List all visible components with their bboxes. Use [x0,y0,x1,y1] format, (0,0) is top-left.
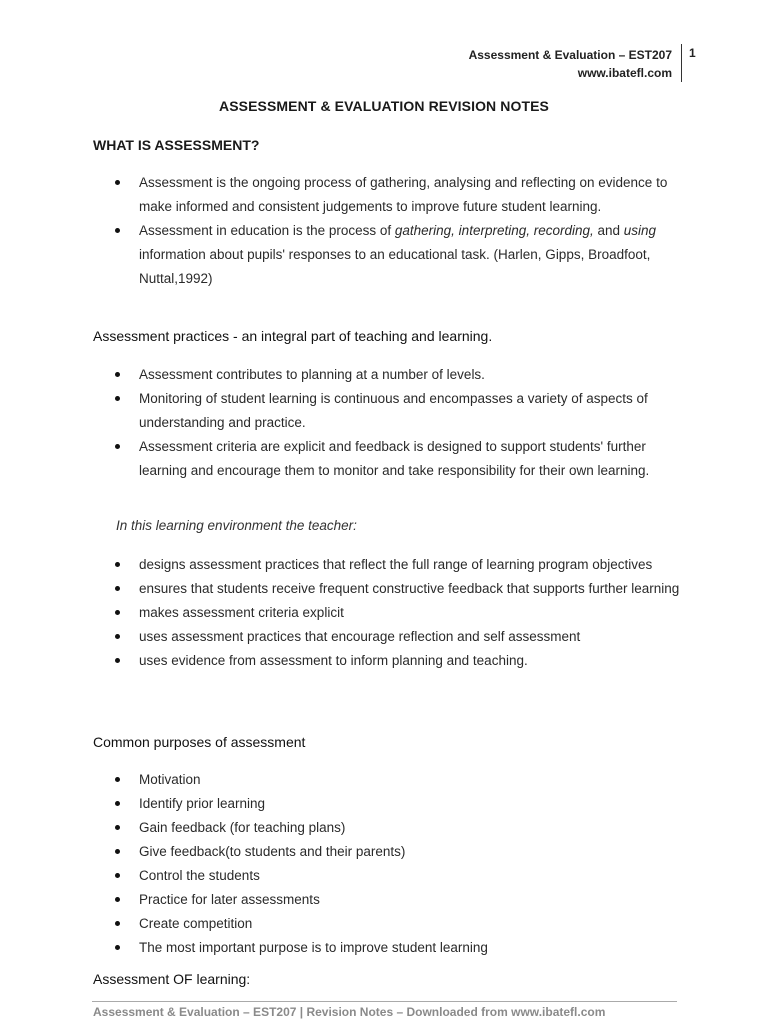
list-item: Assessment in education is the process of gathering, interpreting, recording, and using information about pupils' responses to an educational task. (Harlen, Gipps, Broadfoot, Nuttal,1992) [93,219,683,291]
list-item: Control the students [93,864,683,888]
page-footer: Assessment & Evaluation – EST207 | Revision Notes – Downloaded from www.ibatefl.com [93,1005,606,1019]
header-divider [681,44,682,82]
header-course: Assessment & Evaluation – EST207 [468,48,672,62]
bullet-icon [115,849,120,854]
bullet-icon [115,396,120,401]
list-item: makes assessment criteria explicit [93,601,683,625]
purposes-list [93,768,683,960]
list-item: uses assessment practices that encourage reflection and self assessment [93,625,683,649]
list-item: Practice for later assessments [93,888,683,912]
page-number: 1 [689,46,696,60]
bullet-icon [115,228,120,233]
teacher-list [93,553,683,673]
list-item: designs assessment practices that reflect the full range of learning program objectives [93,553,683,577]
list-item: Assessment contributes to planning at a number of levels. [93,363,683,387]
practices-list [93,363,683,483]
list-item: Assessment criteria are explicit and feedback is designed to support students' further learning and encourage them to monitor and take responsibility for their own learning. [93,435,683,483]
definition-list [93,171,683,291]
header-website: www.ibatefl.com [577,66,672,80]
bullet-icon [115,180,120,185]
bullet-icon [115,610,120,615]
bullet-icon [115,777,120,782]
bullet-icon [115,921,120,926]
bullet-icon [115,562,120,567]
section-heading-assessment-of-learning: Assessment OF learning: [93,971,251,987]
bullet-icon [115,801,120,806]
list-item: The most important purpose is to improve student learning [93,936,683,960]
list-item: Create competition [93,912,683,936]
teacher-intro: In this learning environment the teacher: [116,518,357,533]
section-heading-common-purposes: Common purposes of assessment [93,734,306,750]
list-item: Identify prior learning [93,792,683,816]
list-item: uses evidence from assessment to inform planning and teaching. [93,649,683,673]
footer-divider [92,1001,677,1002]
bullet-icon [115,634,120,639]
page-header [469,46,672,82]
section-heading-assessment-practices: Assessment practices - an integral part of teaching and learning. [93,328,493,344]
section-heading-what-is-assessment: WHAT IS ASSESSMENT? [93,137,260,153]
bullet-icon [115,444,120,449]
bullet-icon [115,658,120,663]
list-item: Assessment is the ongoing process of gathering, analysing and reflecting on evidence to make informed and consistent judgements to improve future student learning. [93,171,683,219]
list-item: Motivation [93,768,683,792]
bullet-icon [115,825,120,830]
list-item: ensures that students receive frequent constructive feedback that supports further learning [93,577,683,601]
bullet-icon [115,897,120,902]
bullet-icon [115,372,120,377]
list-item: Monitoring of student learning is continuous and encompasses a variety of aspects of understanding and practice. [93,387,683,435]
list-item: Give feedback(to students and their parents) [93,840,683,864]
bullet-icon [115,873,120,878]
bullet-icon [115,945,120,950]
bullet-icon [115,586,120,591]
list-item: Gain feedback (for teaching plans) [93,816,683,840]
document-title: ASSESSMENT & EVALUATION REVISION NOTES [219,98,549,114]
